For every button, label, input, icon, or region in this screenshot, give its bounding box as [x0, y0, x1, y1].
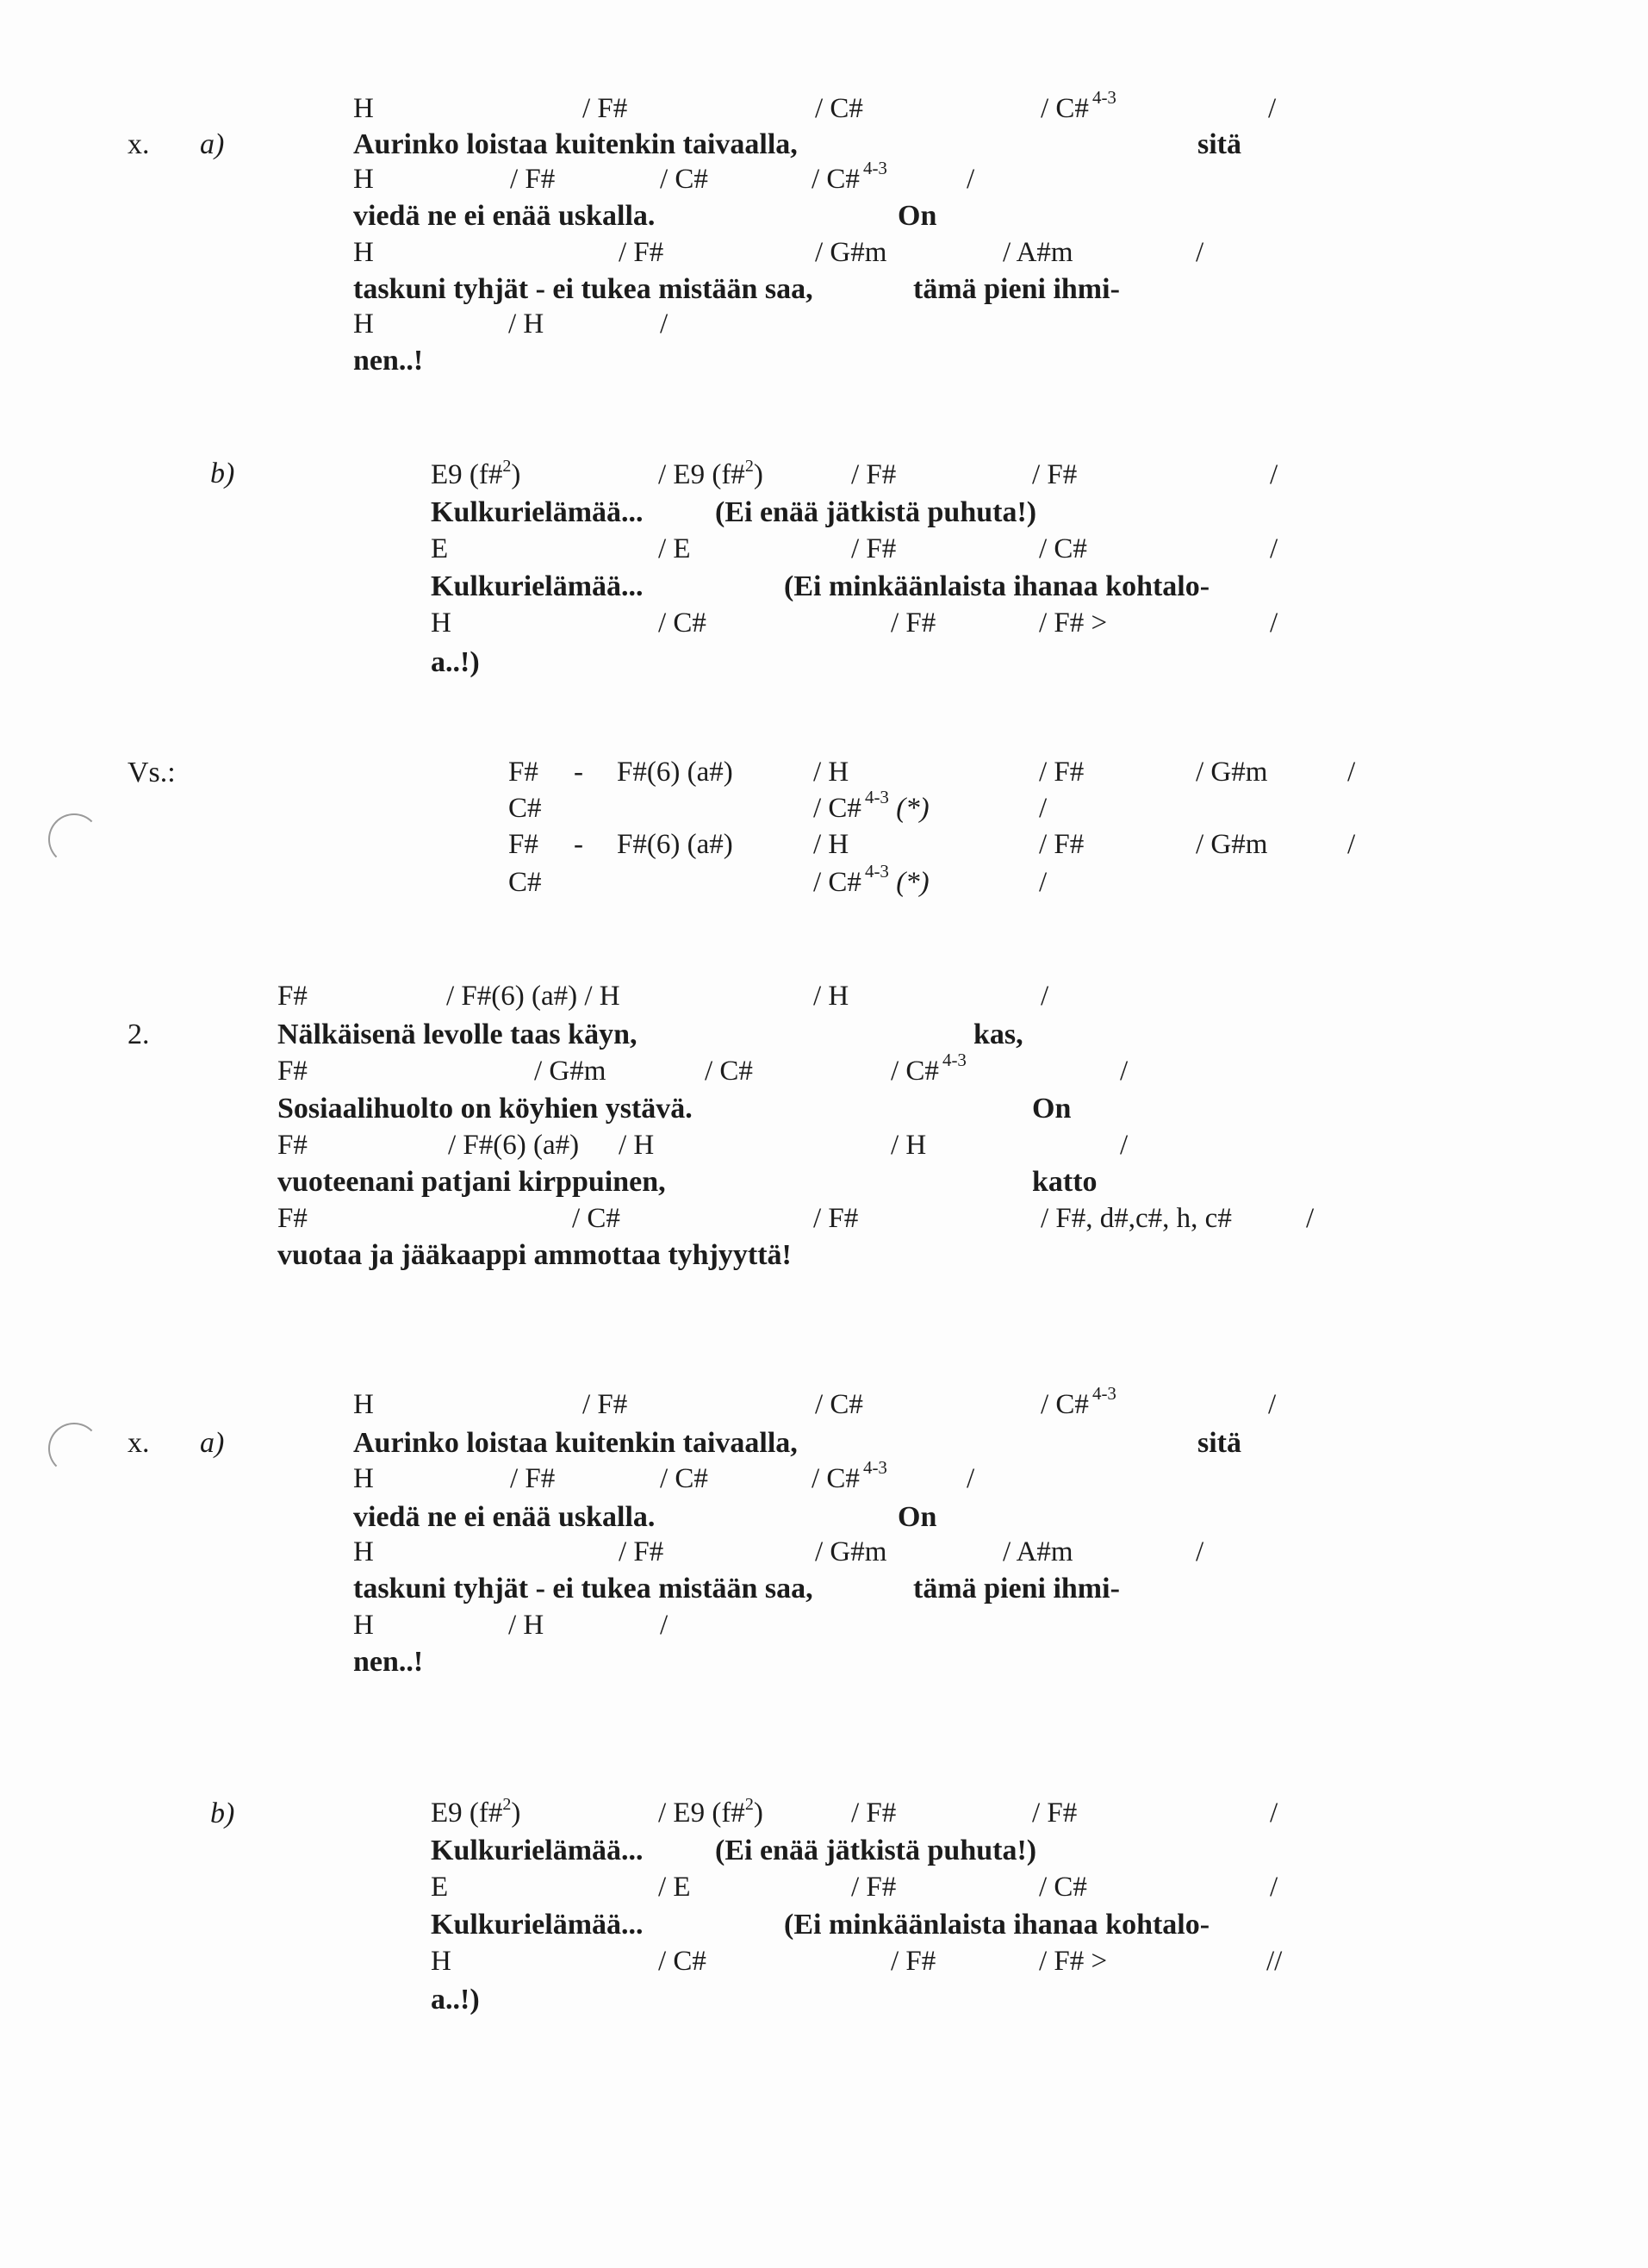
bar-line: /: [1196, 1536, 1204, 1567]
chord: / C#: [705, 1056, 753, 1087]
lyric: On: [898, 1501, 937, 1533]
chord: F#: [508, 829, 538, 860]
chord: H: [353, 1610, 374, 1641]
chord-suffix: 4-3: [1091, 87, 1116, 108]
lyric: vuoteenani patjani kirppuinen,: [277, 1166, 666, 1198]
dash: -: [574, 829, 583, 860]
bar-line: /: [967, 1463, 975, 1494]
chord: / F#: [1032, 1798, 1078, 1829]
chord: / C#: [1039, 533, 1087, 564]
chord: H: [431, 608, 451, 639]
chord-text: / C#: [813, 793, 861, 824]
chord: [658, 457, 763, 490]
chord: / F#: [891, 1946, 936, 1977]
chord: / F#: [619, 1536, 664, 1567]
chord: / C#: [658, 608, 706, 639]
lyric: Aurinko loistaa kuitenkin taivaalla,: [353, 1427, 798, 1459]
chord: H: [353, 308, 374, 340]
chord: / H: [619, 1130, 655, 1161]
chord-text: / C#: [813, 867, 861, 898]
chord-text: / E9 (f#: [658, 1798, 745, 1829]
chord-text: E9 (f#: [431, 1798, 503, 1829]
chord: / A#m: [1003, 237, 1073, 268]
chord: E: [431, 1872, 449, 1903]
chord: / F# >: [1039, 1946, 1108, 1977]
bar-line: /: [1268, 1389, 1277, 1420]
chord: H: [353, 1463, 374, 1494]
chord: F#: [277, 1203, 308, 1234]
lyric: On: [898, 200, 937, 232]
part-label: a): [200, 1427, 225, 1459]
chord-text: ): [753, 1798, 763, 1829]
chord: [658, 1795, 763, 1829]
bar-line: /: [660, 1610, 669, 1641]
chord: / C#: [660, 164, 708, 195]
lyric: taskuni tyhjät - ei tukea mistään saa,: [353, 1573, 813, 1604]
chord: [813, 787, 930, 824]
chord: / F#: [851, 1798, 897, 1829]
bar-line: /: [1270, 1872, 1278, 1903]
part-label: b): [210, 458, 235, 489]
chord: / F#: [891, 608, 936, 639]
lyric: (Ei enää jätkistä puhuta!): [715, 496, 1037, 528]
lyric: Sosiaalihuolto on köyhien ystävä.: [277, 1093, 693, 1125]
bar-line: /: [1347, 829, 1356, 860]
chord: H: [353, 1536, 374, 1567]
lyric: Kulkurielämää...: [431, 1835, 644, 1866]
bar-line: /: [1120, 1056, 1129, 1087]
chord: / G#m: [815, 237, 887, 268]
chord: / C#: [660, 1463, 708, 1494]
chord-suffix: 4-3: [1091, 1383, 1116, 1404]
chord: / F#: [851, 459, 897, 490]
bar-line: /: [1270, 1798, 1278, 1829]
chord-text: / C#: [891, 1056, 939, 1087]
chord: [1041, 1383, 1116, 1420]
section-label: x.: [127, 1427, 150, 1459]
lyric: tämä pieni ihmi-: [913, 1573, 1120, 1604]
chord: H: [431, 1946, 451, 1977]
chord: / E: [658, 533, 691, 564]
chord: C#: [508, 867, 542, 898]
chord: / F#: [1032, 459, 1078, 490]
chord-superscript: 2: [502, 457, 512, 476]
chord-text: / C#: [1041, 93, 1089, 124]
chord: / F#: [1039, 829, 1085, 860]
chord: / F#: [582, 93, 628, 124]
bar-line: /: [1270, 533, 1278, 564]
chord-superscript: 2: [744, 1795, 754, 1814]
lyric: Aurinko loistaa kuitenkin taivaalla,: [353, 128, 798, 160]
lyric: Kulkurielämää...: [431, 570, 644, 602]
chord: / E: [658, 1872, 691, 1903]
chord: H: [353, 93, 374, 124]
chord: / H: [508, 1610, 544, 1641]
punch-hole: [48, 813, 100, 865]
chord: [813, 861, 930, 898]
lyric: kas,: [973, 1019, 1023, 1050]
chord: H: [353, 237, 374, 268]
chord: / F#: [851, 1872, 897, 1903]
chord: / F#: [510, 164, 556, 195]
part-label: b): [210, 1798, 235, 1829]
chord-text: ): [511, 459, 521, 490]
chord: [812, 1457, 887, 1494]
chord-superscript: 2: [502, 1795, 512, 1814]
punch-hole: [48, 1423, 100, 1474]
chord-text: E9 (f#: [431, 459, 503, 490]
lyric: (Ei minkäänlaista ihanaa kohtalo-: [784, 570, 1210, 602]
lyric: Kulkurielämää...: [431, 1909, 644, 1941]
lyric: nen..!: [353, 345, 424, 377]
chord: / F#: [582, 1389, 628, 1420]
chord: / C#: [572, 1203, 620, 1234]
lyric: On: [1032, 1093, 1072, 1125]
chord: / F#: [619, 237, 664, 268]
chord-text: / C#: [812, 164, 860, 195]
chord: / F#, d#,c#, h, c#: [1041, 1203, 1232, 1234]
bar-line: /: [1306, 1203, 1315, 1234]
chord: / H: [891, 1130, 927, 1161]
chord: / C#: [815, 1389, 863, 1420]
chord: [431, 457, 521, 490]
chord: C#: [508, 793, 542, 824]
chord: / H: [813, 757, 849, 788]
bar-line: /: [1196, 237, 1204, 268]
lyric: sitä: [1197, 128, 1241, 160]
lyric: tämä pieni ihmi-: [913, 273, 1120, 305]
chord: / F#: [813, 1203, 859, 1234]
chord: / F# >: [1039, 608, 1108, 639]
chord: F#(6) (a#): [617, 829, 733, 860]
lyric: katto: [1032, 1166, 1098, 1198]
chord: / H: [813, 829, 849, 860]
chord: [812, 158, 887, 195]
chord-text: / C#: [812, 1463, 860, 1494]
chord: [431, 1795, 521, 1829]
lyric: (Ei enää jätkistä puhuta!): [715, 1835, 1037, 1866]
chord-suffix: 4-3: [942, 1050, 967, 1070]
bar-line: /: [660, 308, 669, 340]
chord: / F#(6) (a#) / H: [446, 981, 620, 1012]
lyric: (Ei minkäänlaista ihanaa kohtalo-: [784, 1909, 1210, 1941]
chord: / H: [508, 308, 544, 340]
chord: F#: [277, 1056, 308, 1087]
chord: H: [353, 1389, 374, 1420]
chord: H: [353, 164, 374, 195]
lyric: nen..!: [353, 1646, 424, 1678]
lyric: a..!): [431, 646, 480, 678]
bar-line: /: [1041, 981, 1049, 1012]
bar-line: /: [967, 164, 975, 195]
chord: F#: [508, 757, 538, 788]
chord: E: [431, 533, 449, 564]
lyric: a..!): [431, 1984, 480, 2016]
section-label: Vs.:: [127, 757, 176, 788]
bar-line: /: [1268, 93, 1277, 124]
chord: / C#: [1039, 1872, 1087, 1903]
bar-line: /: [1270, 459, 1278, 490]
chord-suffix: 4-3: [864, 861, 889, 882]
bar-line: /: [1039, 867, 1048, 898]
lyric: taskuni tyhjät - ei tukea mistään saa,: [353, 273, 813, 305]
chord: / H: [813, 981, 849, 1012]
chord: / C#: [815, 93, 863, 124]
chord: / G#m: [1196, 757, 1268, 788]
chord: F#(6) (a#): [617, 757, 733, 788]
lyric: Kulkurielämää...: [431, 496, 644, 528]
lyric: viedä ne ei enää uskalla.: [353, 1501, 656, 1533]
chord-text: / E9 (f#: [658, 459, 745, 490]
footnote-mark: (*): [896, 793, 930, 824]
chord: / F#: [1039, 757, 1085, 788]
part-label: a): [200, 128, 225, 160]
chord: / F#(6) (a#): [448, 1130, 580, 1161]
bar-line: /: [1039, 793, 1048, 824]
chord: / F#: [851, 533, 897, 564]
chord-superscript: 2: [744, 457, 754, 476]
chord-text: ): [511, 1798, 521, 1829]
section-label: 2.: [127, 1019, 150, 1050]
chord: / G#m: [815, 1536, 887, 1567]
lyric: vuotaa ja jääkaappi ammottaa tyhjyyttä!: [277, 1239, 792, 1271]
chord-suffix: 4-3: [862, 1457, 887, 1478]
chord: / G#m: [1196, 829, 1268, 860]
chord: / A#m: [1003, 1536, 1073, 1567]
chord: F#: [277, 1130, 308, 1161]
chord: [891, 1050, 967, 1087]
chord: / F#: [510, 1463, 556, 1494]
bar-line: /: [1120, 1130, 1129, 1161]
chord-suffix: 4-3: [864, 787, 889, 807]
chord-text: / C#: [1041, 1389, 1089, 1420]
double-bar-line: //: [1266, 1946, 1283, 1977]
lyric: viedä ne ei enää uskalla.: [353, 200, 656, 232]
chord-text: ): [753, 459, 763, 490]
section-label: x.: [127, 128, 150, 160]
footnote-mark: (*): [896, 867, 930, 898]
chord: / C#: [658, 1946, 706, 1977]
bar-line: /: [1347, 757, 1356, 788]
chord-suffix: 4-3: [862, 158, 887, 178]
chord: [1041, 87, 1116, 124]
bar-line: /: [1270, 608, 1278, 639]
lyric: sitä: [1197, 1427, 1241, 1459]
dash: -: [574, 757, 583, 788]
chord: F#: [277, 981, 308, 1012]
chord: / G#m: [534, 1056, 606, 1087]
lyric: Nälkäisenä levolle taas käyn,: [277, 1019, 637, 1050]
